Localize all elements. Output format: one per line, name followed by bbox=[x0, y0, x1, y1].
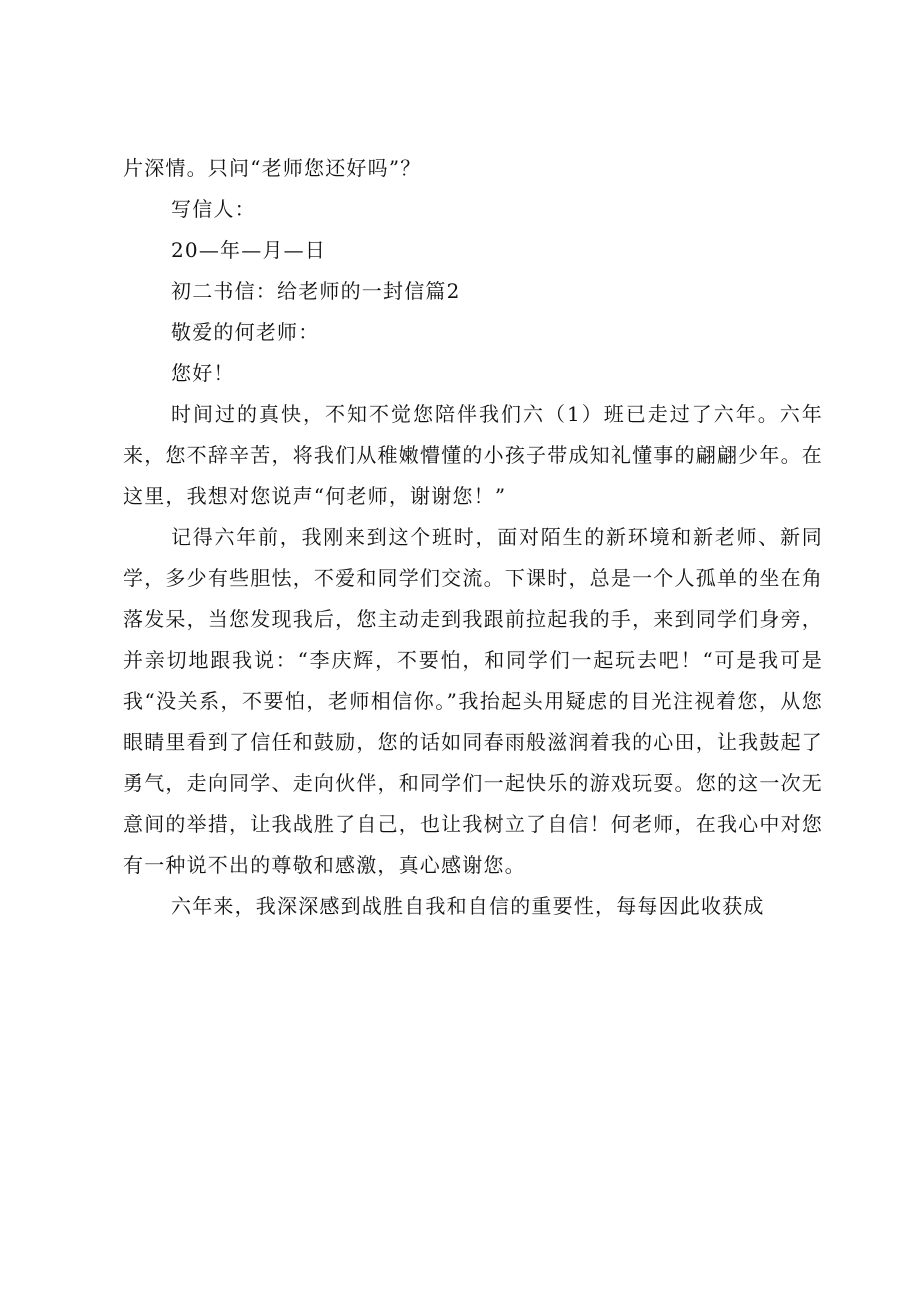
paragraph-greeting: 您好！ bbox=[171, 361, 235, 385]
paragraph-date: 20—年—月—日 bbox=[171, 238, 327, 262]
paragraph-continuation: 片深情。只问“老师您还好吗”？ bbox=[123, 156, 422, 180]
paragraph-body-1: 时间过的真快，不知不觉您陪伴我们六（1）班已走过了六年。六年来，您不辞辛苦，将我们从稚嫩懵懂的小孩子带成知礼懂事的翩翩少年。在这里，我想对您说声“何老师，谢谢您！” bbox=[123, 402, 823, 508]
paragraph-writer-label: 写信人： bbox=[171, 197, 256, 221]
letter-body bbox=[123, 148, 823, 927]
paragraph-body-3: 六年来，我深深感到战胜自我和自信的重要性，每每因此收获成 bbox=[171, 894, 765, 918]
paragraph-body-2: 记得六年前，我刚来到这个班时，面对陌生的新环境和新老师、新同学，多少有些胆怯，不爱和同学们交流。下课时，总是一个人孤单的坐在角落发呆，当您发现我后，您主动走到我跟前拉起我的手，来到同学们身旁，并亲切地跟我说：“李庆辉，不要怕，和同学们一起玩去吧！“可是我可是我“没关系，不要怕，老师相信你。”我抬起头用疑虑的目光注视着您，从您眼睛里看到了信任和鼓励，您的话如同春雨般滋润着我的心田，让我鼓起了勇气，走向同学、走向伙伴，和同学们一起快乐的游戏玩耍。您的这一次无意间的举措，让我战胜了自己，也让我树立了自信！何老师，在我心中对您有一种说不出的尊敬和感激，真心感谢您。 bbox=[123, 525, 823, 877]
paragraph-salutation: 敬爱的何老师： bbox=[171, 320, 320, 344]
paragraph-section-title: 初二书信：给老师的一封信篇2 bbox=[171, 279, 461, 303]
